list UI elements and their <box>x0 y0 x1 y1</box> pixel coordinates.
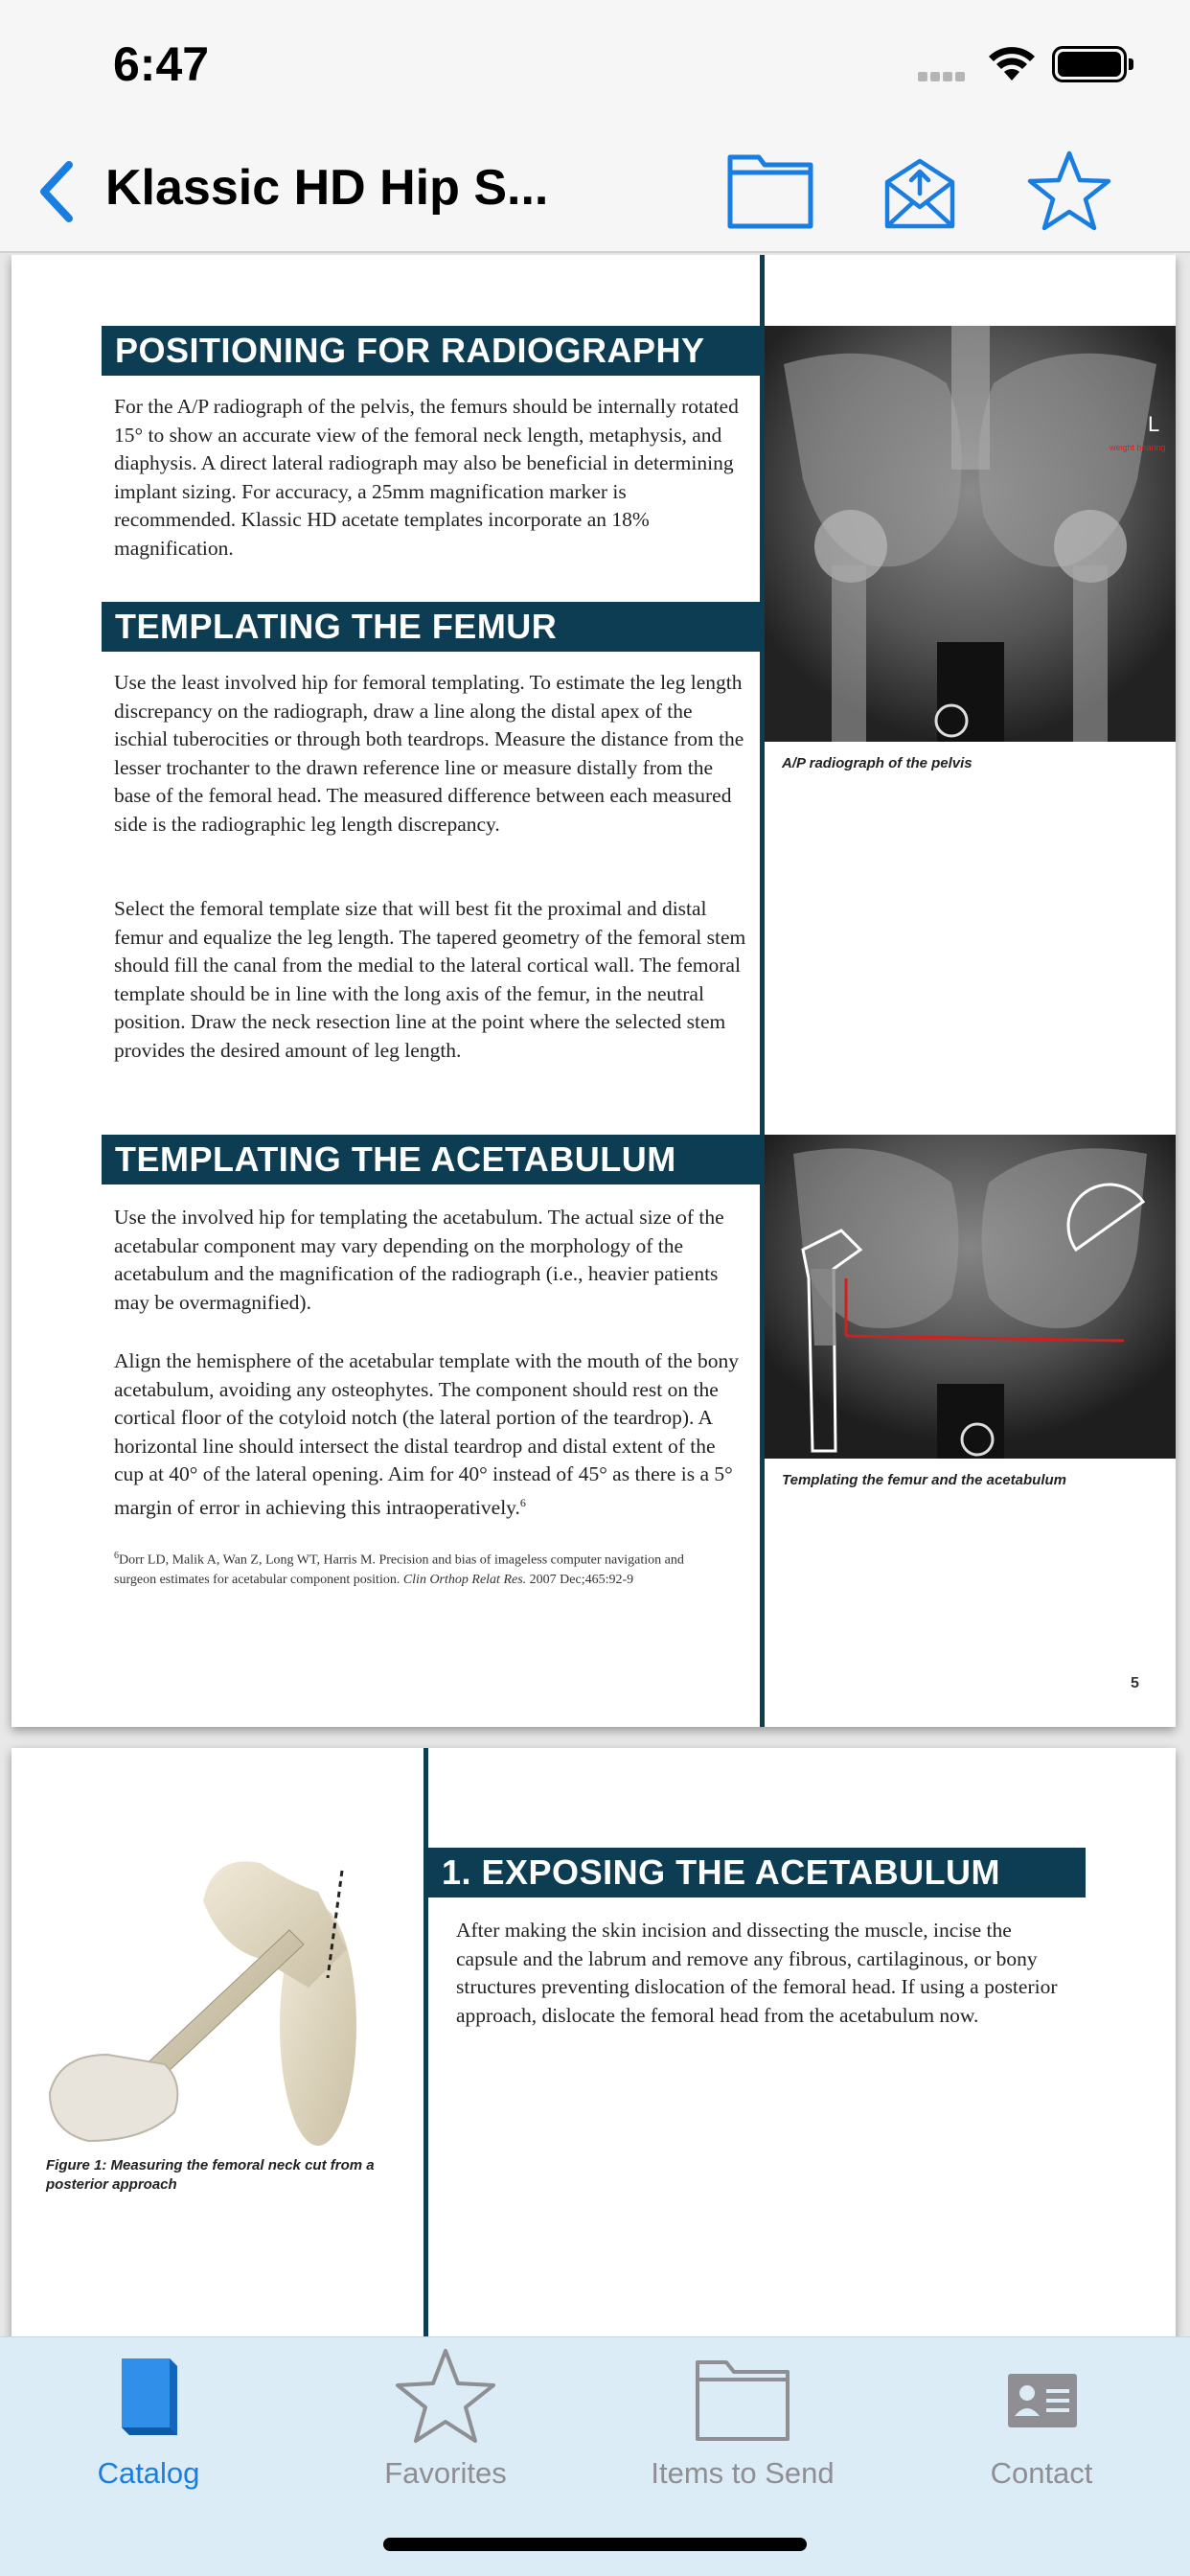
paragraph: Use the least involved hip for femoral templating. To estimate the leg length discrepancy on the radiograph, draw a line along the distal apex of the ischial tuberocities or through both teardrops. Measure the distance from the lesser trochanter to the drawn reference line or measure distally from the base of the femoral head. The measured difference between each measured side is the radiographic leg length discrepancy. <box>114 671 744 836</box>
tab-contact[interactable] <box>893 2337 1190 2519</box>
radiograph-marker-sub: weight bearing <box>1110 443 1166 452</box>
section-heading: POSITIONING FOR RADIOGRAPHY <box>102 326 760 376</box>
folder-icon <box>594 2347 891 2443</box>
document-page-5 <box>11 255 1176 1727</box>
tab-items-to-send[interactable] <box>594 2337 891 2519</box>
pelvis-radiograph-image <box>765 326 1176 742</box>
figure-caption: A/P radiograph of the pelvis <box>782 755 973 771</box>
figure-caption: Templating the femur and the acetabulum <box>782 1472 1066 1488</box>
page-number: 5 <box>1131 1675 1139 1691</box>
status-bar <box>0 0 1190 134</box>
chevron-left-icon[interactable] <box>27 153 84 230</box>
status-time: 6:47 <box>113 37 210 91</box>
paragraph: Align the hemisphere of the acetabular template with the mouth of the bony acetabulum, avoiding any osteophytes. The component should rest on the cortical floor of the cotyloid notch (the lateral portion of the teardrop). A horizontal line should intersect the distal teardrop and distal extent of the cup at 40° of the lateral opening. Aim for 40° instead of 45° as there is a 5° margin of error in achieving this intraoperatively.$^6$ <box>114 1349 739 1520</box>
tab-label: Contact <box>990 2456 1093 2490</box>
tab-label: Favorites <box>384 2456 507 2490</box>
femur-illustration-image <box>31 1834 423 2150</box>
star-icon[interactable] <box>1025 148 1113 234</box>
contact-card-icon <box>893 2347 1190 2443</box>
navigation-bar <box>0 134 1190 253</box>
folder-icon[interactable] <box>726 148 814 230</box>
templating-radiograph-image <box>765 1135 1176 1459</box>
footnote-marker: 6 <box>519 1495 526 1509</box>
document-viewer[interactable] <box>0 255 1190 2336</box>
wifi-icon <box>987 44 1037 82</box>
tab-catalog[interactable] <box>0 2337 297 2519</box>
paragraph: Select the femoral template size that will best fit the proximal and distal femur and equalize the leg length. The tapered geometry of the femoral stem should fill the canal from the medial to the lateral cortical wall. The femoral template should be in line with the long axis of the femur, in the neutral position. Draw the neck resection line at the point where the selected stem provides the desired amount of leg length. <box>114 897 746 1062</box>
book-icon <box>0 2347 297 2443</box>
paragraph: Use the involved hip for templating the acetabulum. The actual size of the acetabular component may vary depending on the morphology of the acetabulum and the magnification of the radiograph (i.e., heavier patients may be overmagnified). <box>114 1206 724 1314</box>
section-heading: 1. EXPOSING THE ACETABULUM <box>428 1848 1086 1898</box>
footnote: $^6$Dorr LD, Malik A, Wan Z, Long WT, Harris M. Precision and bias of imageless computer navigation and surgeon estimates for acetabular component position. Clin Orthop Relat Res. 2007 Dec;465:92-9 <box>114 1551 684 1587</box>
battery-icon <box>1052 46 1127 82</box>
section-heading: TEMPLATING THE FEMUR <box>102 602 760 652</box>
paragraph: After making the skin incision and dissecting the muscle, incise the capsule and the labrum and remove any fibrous, cartilaginous, or bony structures preventing dislocation of the femoral head. If using a posterior approach, dislocate the femoral head from the acetabulum now. <box>456 1919 1058 2027</box>
tab-label: Items to Send <box>651 2456 835 2490</box>
document-title: Klassic HD Hip S... <box>105 160 549 216</box>
mail-upload-icon[interactable] <box>881 148 958 230</box>
section-heading: TEMPLATING THE ACETABULUM <box>102 1135 760 1184</box>
figure-caption: Figure 1: Measuring the femoral neck cut from a posterior approach <box>46 2157 375 2193</box>
paragraph: For the A/P radiograph of the pelvis, the femurs should be internally rotated 15° to show an accurate view of the femoral neck length, metaphysis, and diaphysis. A direct lateral radiograph may also be beneficial in determining implant sizing. For accuracy, a 25mm magnification marker is recommended. Klassic HD acetate templates incorporate an 18% magnification. <box>114 395 739 560</box>
home-indicator[interactable] <box>383 2538 807 2551</box>
star-icon <box>297 2347 594 2443</box>
radiograph-marker: L <box>1148 412 1160 436</box>
tab-label: Catalog <box>97 2456 200 2490</box>
column-divider <box>423 1748 428 2336</box>
tab-favorites[interactable] <box>297 2337 594 2519</box>
cellular-signal-icon <box>918 69 968 86</box>
document-page-6 <box>11 1748 1176 2336</box>
